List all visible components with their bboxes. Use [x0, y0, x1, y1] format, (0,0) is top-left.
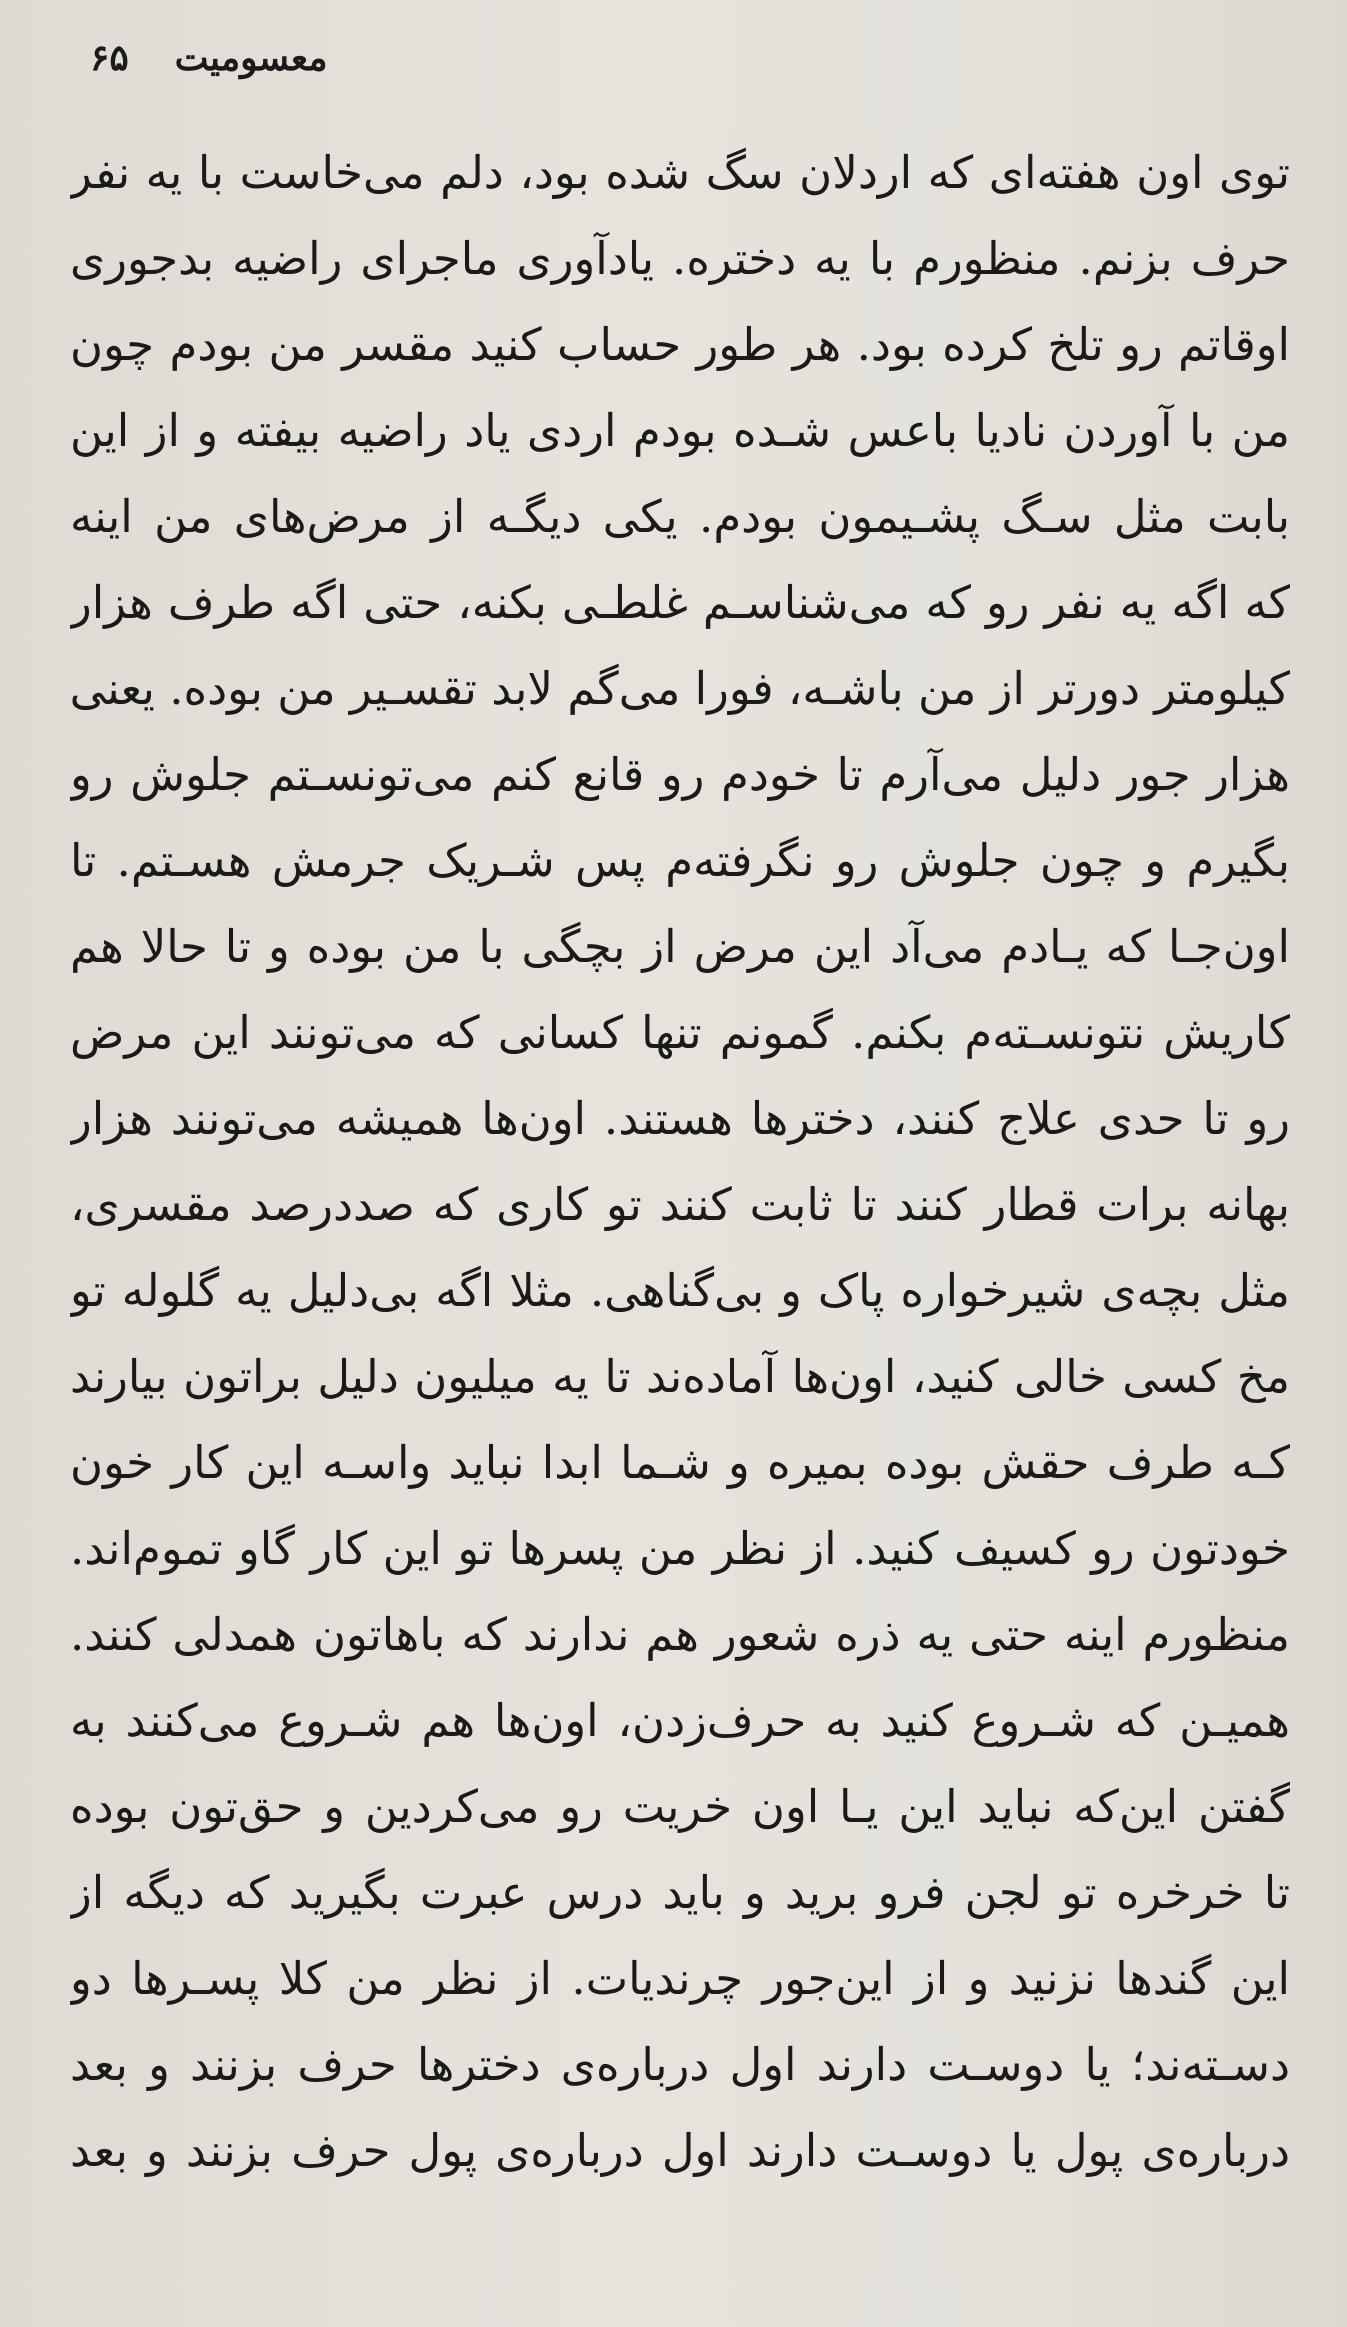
text-line-7: کیلومتر دورتر از من باشـه، فورا می‌گم لابد تقسـیر من بوده. یعنی — [70, 662, 1290, 715]
text-line-18: منظورم اینه حتی یه ذره شعور هم ندارند که باهاتون همدلی کنند. — [70, 1608, 1290, 1661]
text-line-8: هزار جور دلیل می‌آرم تا خودم رو قانع کنم می‌تونسـتم جلوش رو — [70, 748, 1290, 801]
running-head — [90, 28, 328, 88]
text-line-20: گفتن این‌که نباید این یـا اون خریت رو می‌کردین و حق‌تون بوده — [70, 1780, 1290, 1833]
text-line-15: مخ کسی خالی کنید، اون‌ها آماده‌ند تا یه میلیون دلیل براتون بیارند — [70, 1350, 1290, 1403]
text-line-2: حرف بزنم. منظورم با یه دختره. یادآوری ماجرای راضیه بدجوری — [70, 232, 1290, 285]
text-line-6: که اگه یه نفر رو که می‌شناسـم غلطـی بکنه، حتی اگه طرف هزار — [70, 576, 1290, 629]
text-line-10: اون‌جـا که یـادم می‌آد این مرض از بچگی با من بوده و تا حالا هم — [70, 920, 1290, 973]
text-line-24: درباره‌ی پول یا دوسـت دارند اول درباره‌ی پول حرف بزنند و بعد — [70, 2124, 1290, 2177]
text-line-3: اوقاتم رو تلخ کرده بود. هر طور حساب کنید مقسر من بودم چون — [70, 318, 1290, 371]
text-line-12: رو تا حدی علاج کنند، دخترها هستند. اون‌ها همیشه می‌تونند هزار — [70, 1092, 1290, 1145]
page-number: ۶۵ — [90, 37, 129, 79]
text-line-5: بابت مثل سـگ پشـیمون بودم. یکی دیگـه از مرض‌های من اینه — [70, 490, 1290, 543]
text-line-14: مثل بچه‌ی شیرخواره پاک و بی‌گناهی. مثلا اگه بی‌دلیل یه گلوله تو — [70, 1264, 1290, 1317]
text-line-17: خودتون رو کسیف کنید. از نظر من پسرها تو این کار گاو تموم‌اند. — [70, 1522, 1290, 1575]
text-line-22: این گندها نزنید و از این‌جور چرندیات. از نظر من کلا پسـرها دو — [70, 1952, 1290, 2005]
text-line-1: توی اون هفته‌ای که اردلان سگ شده بود، دلم می‌خاست با یه نفر — [70, 146, 1290, 199]
text-line-16: کـه طرف حقش بوده بمیره و شـما ابدا نباید واسـه این کار خون — [70, 1436, 1290, 1489]
text-line-11: کاریش نتونسـته‌م بکنم. گمونم تنها کسانی که می‌تونند این مرض — [70, 1006, 1290, 1059]
text-line-19: همیـن که شـروع کنید به حرف‌زدن، اون‌ها هم شـروع می‌کنند به — [70, 1694, 1290, 1747]
text-line-13: بهانه برات قطار کنند تا ثابت کنند تو کاری که صددرصد مقسری، — [70, 1178, 1290, 1231]
text-line-23: دسـته‌ند؛ یا دوسـت دارند اول درباره‌ی دخترها حرف بزنند و بعد — [70, 2038, 1290, 2091]
body-text — [70, 130, 1290, 2194]
chapter-title: معسومیت — [174, 37, 328, 79]
text-line-4: من با آوردن نادیا باعس شـده بودم اردی یاد راضیه بیفته و از این — [70, 404, 1290, 457]
text-line-21: تا خرخره تو لجن فرو برید و باید درس عبرت بگیرید که دیگه از — [70, 1866, 1290, 1919]
text-line-9: بگیرم و چون جلوش رو نگرفته‌م پس شـریک جرمش هسـتم. تا — [70, 834, 1290, 887]
